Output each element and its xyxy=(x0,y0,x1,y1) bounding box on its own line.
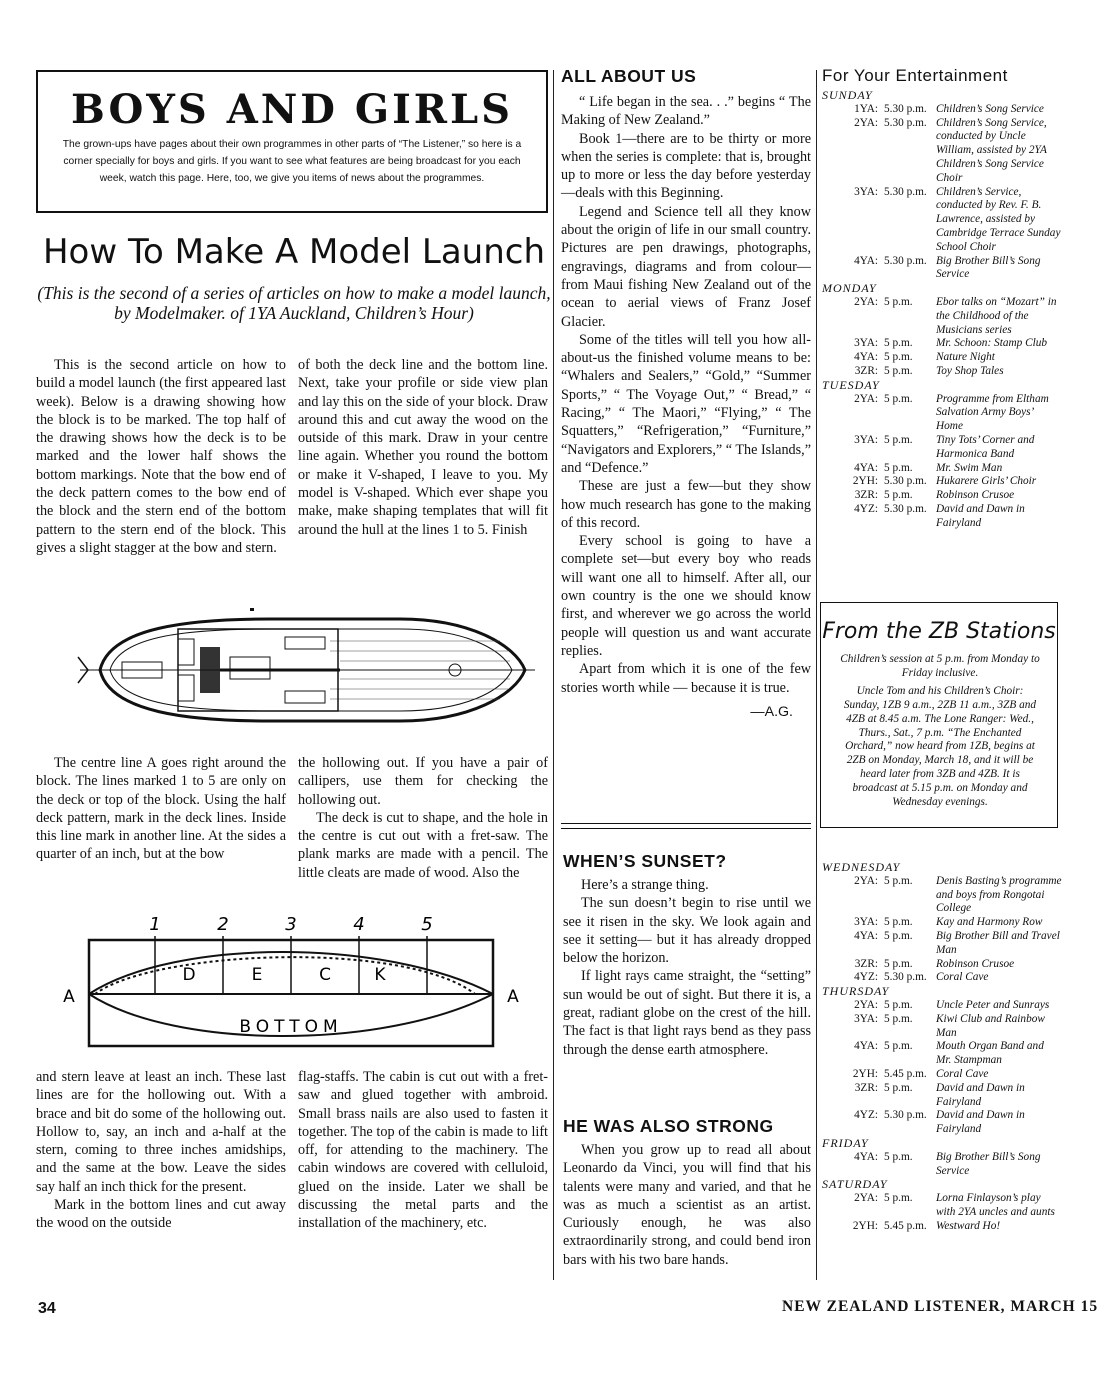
schedule-item xyxy=(822,930,1062,958)
programme: Kay and Harmony Row xyxy=(936,916,1043,929)
time: 5.30 p.m. xyxy=(884,254,927,267)
paragraph: When you grow up to read all about Leonardo da Vinci, you will find that his talents were many and varied, and that he was as much a scientist as an artist. Curiously enough, he was also extraordinarily strong, and could bend iron bars with his two bare hands. xyxy=(563,1142,811,1268)
section-heading: ALL ABOUT US xyxy=(561,66,697,86)
station: 4YZ: xyxy=(854,1109,878,1122)
programme: Uncle Peter and Sunrays xyxy=(936,998,1050,1011)
paragraph: Legend and Science tell all they know about the origin of life in our small country. Pictures are pen drawings, photographs, engravings, diagrams and from colour— from Maui fishing New Zealand out of the ocean to aerial views of Franz Josef Glacier. xyxy=(561,203,811,330)
programme: Coral Cave xyxy=(936,971,989,984)
schedule-item xyxy=(822,475,1062,489)
station: 3ZR: xyxy=(854,1081,878,1094)
paragraph: of both the deck line and the bottom line. Next, take your profile or side view plan and lay this on the side of your block. Draw around this and cut away the wood on the outside of this mark. Draw in your centre line again. Whether you round the bottom or make it V-shaped, I leave to you. My model is V-shaped. Which ever shape you make, make shaping templates that will fit around the hull at the lines 1 to 5. Finish xyxy=(298,357,548,538)
time: 5 p.m. xyxy=(884,1081,913,1094)
time: 5.45 p.m. xyxy=(884,1067,927,1080)
paragraph: Here’s a strange thing. xyxy=(581,877,709,893)
article-col2-mid xyxy=(298,754,548,882)
article-col1-mid xyxy=(36,754,286,864)
column-rule xyxy=(816,70,817,1280)
time: 5 p.m. xyxy=(884,337,913,350)
station: 2YA: xyxy=(854,998,878,1011)
schedule-item xyxy=(822,1151,1062,1179)
deck-letter-e: E xyxy=(251,965,263,985)
paragraph: “ Life began in the sea. . .” begins “ The Making of New Zealand.” xyxy=(561,94,811,129)
schedule-item xyxy=(822,365,1062,379)
station-line-4: 4 xyxy=(353,914,365,935)
strong-section xyxy=(563,1116,811,1269)
station: 4YA: xyxy=(854,929,878,942)
paragraph: Uncle Tom and his Children’s Choir: Sunday, 1ZB 9 a.m., 2ZB 11 a.m., 3ZB and 4ZB at 8.45 a.m. The Lone Ranger: Wed., Thurs., Sat., 7 p.m. “The Enchanted Orchard,” now heard from 1ZB, begins at 2ZB on Monday, March 18, and it will be heard later from 3ZB and 4ZB. It is broadcast at 5.15 p.m. on Monday and Wednesday evenings. xyxy=(843,684,1037,809)
deck-letter-d: D xyxy=(182,965,196,985)
programme: Programme from Eltham Salvation Army Boys’ Home xyxy=(936,392,1049,433)
station: 2YH: xyxy=(852,475,878,488)
programme: Big Brother Bill’s Song Service xyxy=(936,1150,1041,1177)
paragraph: The sun doesn’t begin to rise until we see it risen in the sky. We look again and see it setting— but it has already dropped below the horizon. xyxy=(563,895,811,967)
programme: Mouth Organ Band and Mr. Stampman xyxy=(936,1040,1044,1067)
programme: Coral Cave xyxy=(936,1067,989,1080)
station: 3YA: xyxy=(854,916,878,929)
time: 5.30 p.m. xyxy=(884,971,927,984)
launch-plan-drawing xyxy=(70,605,535,735)
station: 3ZR: xyxy=(854,364,878,377)
schedule-item xyxy=(822,296,1062,337)
programme: Nature Night xyxy=(936,351,995,364)
station: 4YA: xyxy=(854,1150,878,1163)
paragraph: Some of the titles will tell you how all-about-us the finished volume means to be: “Whalers and Sealers,” “Gold,” “Summer Sports,” “ The Voyage Out,” “ Bread,” “ Racing,” “ The Maori,” “Flying,” “ The Squatters,” “Refrigeration,” “Furniture,” “Navigators and Explorers,” “ The Islands,” and “Defence.” xyxy=(561,331,811,476)
time: 5 p.m. xyxy=(884,351,913,364)
schedule-day: THURSDAY xyxy=(822,984,890,999)
schedule-item xyxy=(822,255,1062,283)
time: 5 p.m. xyxy=(884,1012,913,1025)
station: 2YA: xyxy=(854,874,878,887)
programme: Ebor talks on “Mozart” in the Childhood of the Musicians series xyxy=(936,295,1057,336)
time: 5 p.m. xyxy=(884,364,913,377)
schedule-top xyxy=(822,89,1062,531)
column-rule xyxy=(553,70,554,1280)
time: 5 p.m. xyxy=(884,433,913,446)
schedule-item xyxy=(822,1040,1062,1068)
schedule-day: FRIDAY xyxy=(822,1135,869,1150)
publication-footer: NEW ZEALAND LISTENER, MARCH 15 xyxy=(782,1298,1099,1315)
station: 1YA: xyxy=(854,102,878,115)
station: 4YA: xyxy=(854,351,878,364)
deck-letter-k: K xyxy=(374,965,386,985)
schedule-item xyxy=(822,971,1062,985)
station: 4YA: xyxy=(854,254,878,267)
station-line-1: 1 xyxy=(149,914,161,935)
schedule-day: TUESDAY xyxy=(822,377,880,392)
paragraph: flag-staffs. The cabin is cut out with a fret-saw and glued together with ambroid. Small brass nails are also used to fasten it together. The top of the cabin is made to lift off, for attending to the machinery. The cabin windows are covered with celluloid, glued on the inside. Later we shall be discussing the metal parts and the installation of the machinery, etc. xyxy=(298,1069,548,1232)
time: 5.30 p.m. xyxy=(884,116,927,129)
schedule-item xyxy=(822,1220,1062,1234)
station: 2YA: xyxy=(854,392,878,405)
station: 2YA: xyxy=(854,1192,878,1205)
time: 5 p.m. xyxy=(884,1150,913,1163)
station: 2YA: xyxy=(854,116,878,129)
programme: David and Dawn in Fairyland xyxy=(936,502,1025,529)
article-subtitle: (This is the second of a series of articles on how to make a model launch, by Modelmaker. of 1YA Auckland, Children’s Hour) xyxy=(37,283,551,323)
schedule-item xyxy=(822,916,1062,930)
time: 5 p.m. xyxy=(884,1040,913,1053)
paragraph: and stern leave at least an inch. These last lines are for the hollowing out. With a brace and bit do some of the hollowing out. Hollow to, say, an inch and a-half at the stern, coming to three inches amidships, and the same at the bow. Leave the sides say half an inch thick for the present. xyxy=(36,1069,286,1195)
schedule-item xyxy=(822,1013,1062,1041)
paragraph: Mark in the bottom lines and cut away the wood on the outside xyxy=(36,1197,286,1232)
schedule-item xyxy=(822,117,1062,186)
article-col2-top xyxy=(298,356,548,539)
schedule-item xyxy=(822,489,1062,503)
deck-letter-c: C xyxy=(319,965,331,985)
station-line-5: 5 xyxy=(421,914,433,935)
station: 3ZR: xyxy=(854,957,878,970)
programme: Toy Shop Tales xyxy=(936,364,1004,377)
section-intro: The grown-ups have pages about their own programmes in other parts of “The Listener,” so here is a corner specially for boys and girls. If you want to see what features are being broadcast for you each week, watch this page. Here, too, we give you items of news about the programmes. xyxy=(62,139,522,184)
schedule-item xyxy=(822,875,1062,916)
signature: —A.G. xyxy=(750,703,793,720)
station-line-3: 3 xyxy=(285,914,297,935)
station: 3ZR: xyxy=(854,489,878,502)
programme: Big Brother Bill and Travel Man xyxy=(936,929,1060,956)
schedule-item xyxy=(822,1068,1062,1082)
time: 5 p.m. xyxy=(884,392,913,405)
paragraph: Children’s session at 5 p.m. from Monday to Friday inclusive. xyxy=(840,653,1040,679)
station: 3YA: xyxy=(854,433,878,446)
article-title: How To Make A Model Launch xyxy=(42,232,546,272)
zb-stations-box xyxy=(820,602,1058,828)
time: 5 p.m. xyxy=(884,1192,913,1205)
page-number: 34 xyxy=(38,1300,56,1317)
entertainment-section-continued xyxy=(822,861,1062,1234)
programme: Westward Ho! xyxy=(936,1219,1001,1232)
entertainment-section xyxy=(822,66,1062,531)
schedule-item xyxy=(822,351,1062,365)
time: 5 p.m. xyxy=(884,461,913,474)
section-heading: For Your Entertainment xyxy=(822,66,1008,85)
article-col1-bottom xyxy=(36,1068,286,1233)
programme: Robinson Crusoe xyxy=(936,957,1015,970)
programme: Children’s Song Service, conducted by Uncle William, assisted by 2YA Children’s Song Service Choir xyxy=(936,116,1047,184)
article-col1-top xyxy=(36,356,286,557)
article-col2-bottom xyxy=(298,1068,548,1233)
time: 5 p.m. xyxy=(884,916,913,929)
programme: Kiwi Club and Rainbow Man xyxy=(936,1012,1045,1039)
schedule-item xyxy=(822,999,1062,1013)
deck-bottom-diagram xyxy=(55,910,530,1055)
programme: Children’s Song Service xyxy=(936,102,1044,115)
schedule-item xyxy=(822,393,1062,434)
station: 3YA: xyxy=(854,1012,878,1025)
paragraph: The deck is cut to shape, and the hole in the centre is cut out with a fret-saw. The plank marks are made with a pencil. The little cleats are made of wood. Also the xyxy=(298,809,548,881)
time: 5 p.m. xyxy=(884,295,913,308)
schedule-item xyxy=(822,462,1062,476)
sunset-section xyxy=(563,851,811,1059)
programme: Hukarere Girls’ Choir xyxy=(936,475,1037,488)
section-title: BOYS AND GIRLS xyxy=(70,86,514,133)
programme: Mr. Schoon: Stamp Club xyxy=(936,337,1048,350)
time: 5 p.m. xyxy=(884,874,913,887)
schedule-item xyxy=(822,337,1062,351)
programme: Big Brother Bill’s Song Service xyxy=(936,254,1041,281)
paragraph: Apart from which it is one of the few stories worth while — because it is true. xyxy=(561,661,811,696)
schedule-day: SUNDAY xyxy=(822,88,873,102)
schedule-item xyxy=(822,503,1062,531)
time: 5.30 p.m. xyxy=(884,1109,927,1122)
time: 5.45 p.m. xyxy=(884,1219,927,1232)
section-divider xyxy=(561,823,811,829)
station: 4YZ: xyxy=(854,502,878,515)
bottom-label: BOTTOM xyxy=(239,1017,343,1037)
boys-and-girls-box xyxy=(36,70,548,213)
programme: Lorna Finlayson’s play with 2YA uncles and aunts xyxy=(936,1192,1055,1218)
programme: David and Dawn in Fairyland xyxy=(936,1081,1025,1108)
schedule-item xyxy=(822,434,1062,462)
programme: David and Dawn in Fairyland xyxy=(936,1109,1025,1136)
time: 5.30 p.m. xyxy=(884,502,927,515)
schedule-item xyxy=(822,1082,1062,1110)
paragraph: The centre line A goes right around the block. The lines marked 1 to 5 are only on the deck or top of the block. Using the half deck pattern, mark in the deck lines. Inside this line mark in another line. At the sides a quarter of an inch, but at the bow xyxy=(36,755,286,863)
zb-body xyxy=(839,653,1041,810)
schedule-item xyxy=(822,103,1062,117)
schedule-item xyxy=(822,1109,1062,1137)
station: 4YA: xyxy=(854,461,878,474)
schedule-day: SATURDAY xyxy=(822,1177,888,1192)
station: 3YA: xyxy=(854,337,878,350)
schedule-day: WEDNESDAY xyxy=(822,860,901,874)
time: 5 p.m. xyxy=(884,489,913,502)
time: 5.30 p.m. xyxy=(884,185,927,198)
time: 5.30 p.m. xyxy=(884,475,927,488)
zb-title: From the ZB Stations xyxy=(822,619,1056,644)
programme: Mr. Swim Man xyxy=(936,461,1003,474)
paragraph: the hollowing out. If you have a pair of callipers, use them for checking the hollowing out. xyxy=(298,755,548,808)
end-label-left: A xyxy=(63,987,75,1007)
time: 5 p.m. xyxy=(884,998,913,1011)
station: 2YH: xyxy=(852,1067,878,1080)
paragraph: This is the second article on how to build a model launch (the first appeared last week). Below is a drawing showing how the block is to be marked. The top half of the drawing shows how the deck is to be marked and the lower half shows the bottom markings. Note that the bow end of the deck pattern comes to the bow end of the block and the stern end of the bottom pattern to the stern end of the block. This gives a slight stagger at the bow and stern. xyxy=(36,357,286,556)
all-about-us-section xyxy=(561,66,811,721)
time: 5 p.m. xyxy=(884,957,913,970)
end-label-right: A xyxy=(507,987,519,1007)
section-heading: WHEN’S SUNSET? xyxy=(563,851,727,871)
paragraph: Book 1—there are to be thirty or more when the series is complete: that is, brought up to more or less the day before yesterday —deals with this Beginning. xyxy=(561,130,811,202)
programme: Denis Basting’s programme and boys from Rongotai College xyxy=(936,874,1062,915)
schedule-item xyxy=(822,186,1062,255)
programme: Tiny Tots’ Corner and Harmonica Band xyxy=(936,433,1035,460)
station: 2YH: xyxy=(852,1219,878,1232)
schedule-item xyxy=(822,1192,1062,1220)
schedule-bottom xyxy=(822,861,1062,1234)
station: 4YA: xyxy=(854,1040,878,1053)
schedule-item xyxy=(822,958,1062,972)
paragraph: If light rays came straight, the “setting” sun would be out of sight. But there it is, a great, radiant globe on the crest of the hill. The fact is that light rays bend as they pass through the dense earth atmosphere. xyxy=(563,968,811,1058)
paragraph: Every school is going to have a complete set—but every boy who reads will want one all to himself. After all, our own country is the one we should know first, and wherever we go across the world people will question us and want accurate replies. xyxy=(561,533,811,659)
station-line-2: 2 xyxy=(217,914,229,935)
programme: Children’s Service, conducted by Rev. F. B. Lawrence, assisted by Cambridge Terrace Sunday School Choir xyxy=(936,185,1061,253)
paragraph: These are just a few—but they show how much research has gone to the making of this record. xyxy=(561,478,811,531)
time: 5.30 p.m. xyxy=(884,102,927,115)
station: 4YZ: xyxy=(854,971,878,984)
programme: Robinson Crusoe xyxy=(936,489,1015,502)
station: 2YA: xyxy=(854,295,878,308)
time: 5 p.m. xyxy=(884,929,913,942)
section-heading: HE WAS ALSO STRONG xyxy=(563,1116,774,1136)
station: 3YA: xyxy=(854,185,878,198)
schedule-day: MONDAY xyxy=(822,281,877,296)
